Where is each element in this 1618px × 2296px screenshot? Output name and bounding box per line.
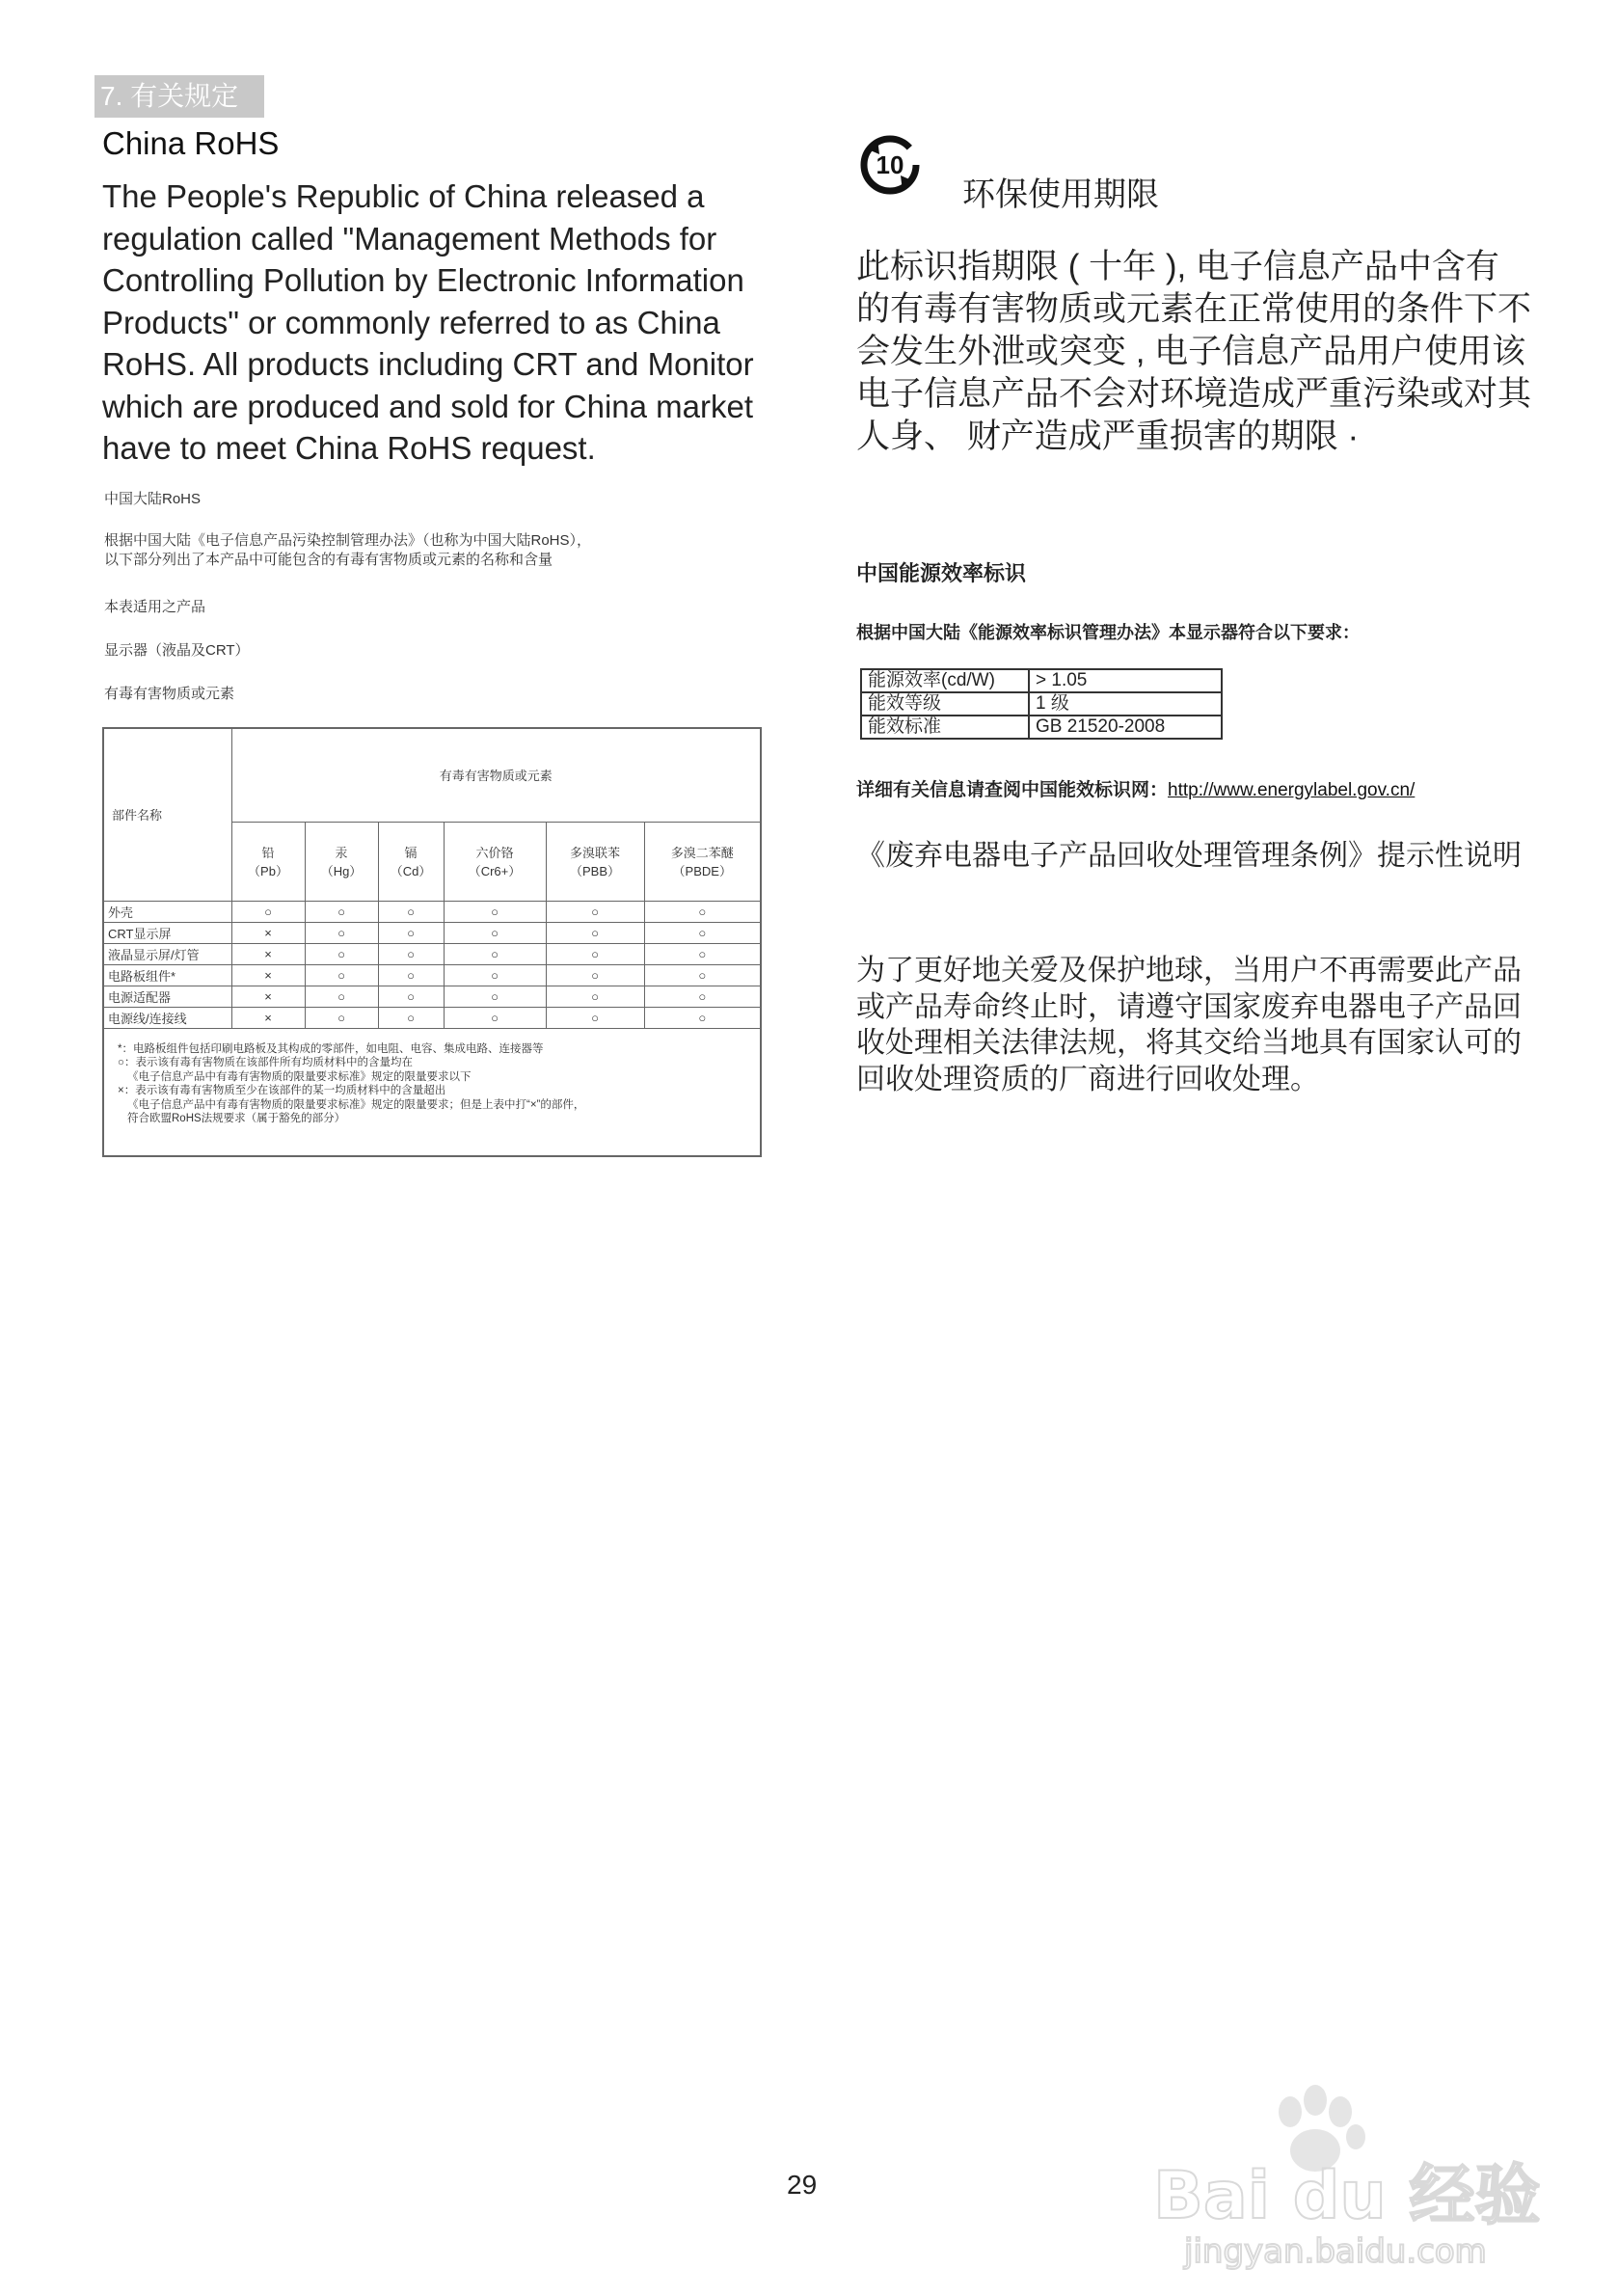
- table-cell: ○: [305, 986, 378, 1007]
- eco-use-period-title: 环保使用期限: [962, 176, 1159, 213]
- table-note: *：电路板组件包括印刷电路板及其构成的零部件，如电阻、电容、集成电路、连接器等: [118, 1042, 544, 1055]
- table-cell: ○: [444, 1007, 546, 1028]
- table-note: 《电子信息产品中有毒有害物质的限量要求标准》规定的限量要求；但是上表中打“×”的部件，: [127, 1098, 585, 1111]
- rohs-product: 显示器（液晶及CRT）: [104, 642, 250, 659]
- china-rohs-title: China RoHS: [102, 125, 280, 161]
- table-notes: [104, 1029, 760, 1126]
- table-cell: ○: [444, 964, 546, 986]
- energy-table: [860, 668, 1223, 740]
- table-cell: ×: [231, 1007, 305, 1028]
- rohs-substances-heading: 有毒有害物质或元素: [104, 686, 235, 702]
- table-cell: ×: [231, 922, 305, 943]
- row-part: 电源线/连接线: [104, 1007, 231, 1028]
- col-header-hg: 汞 （Hg）: [305, 822, 378, 901]
- col-header-pb: 铅 （Pb）: [231, 822, 305, 901]
- waste-regulation-paragraph: 为了更好地关爱及保护地球，当用户不再需要此产品或产品寿命终止时，请遵守国家废弃电器电子产品回收处理相关法律法规，将其交给当地具有国家认可的回收处理资质的厂商进行回收处理。: [856, 955, 1522, 1095]
- table-cell: ○: [546, 964, 644, 986]
- table-cell: ○: [546, 943, 644, 964]
- table-row: [104, 943, 760, 964]
- part-name-header: 部件名称: [104, 729, 231, 901]
- table-cell: ○: [378, 901, 444, 922]
- row-part: 外壳: [104, 901, 231, 922]
- table-row: [104, 1007, 760, 1028]
- page-number: 29: [787, 2170, 818, 2200]
- table-cell: ○: [546, 901, 644, 922]
- table-cell: ○: [644, 901, 760, 922]
- waste-regulation-title: 《废弃电器电子产品回收处理管理条例》提示性说明: [856, 840, 1522, 872]
- energy-label-cell: 能效等级: [861, 692, 1029, 716]
- energy-label-link[interactable]: http://www.energylabel.gov.cn/: [1168, 780, 1416, 800]
- table-cell: ○: [305, 943, 378, 964]
- table-cell: ○: [444, 986, 546, 1007]
- table-cell: ○: [378, 922, 444, 943]
- table-cell: ○: [305, 964, 378, 986]
- eco-use-period-paragraph: 此标识指期限 ( 十年 ), 电子信息产品中含有的有毒有害物质或元素在正常使用的条件下不会发生外泄或突变 , 电子信息产品用户使用该电子信息产品不会对环境造成严重污染或对其人身、 财产造成严重损害的期限 ·: [856, 248, 1532, 455]
- table-row: [104, 901, 760, 922]
- col-header-pbb: 多溴联苯 （PBB）: [546, 822, 644, 901]
- energy-label-title: 中国能源效率标识: [856, 561, 1027, 585]
- table-cell: ○: [546, 986, 644, 1007]
- svg-text:Bai du 经验: Bai du 经验: [1153, 2158, 1541, 2234]
- table-cell: ○: [644, 964, 760, 986]
- substances-header: 有毒有害物质或元素: [231, 729, 760, 822]
- table-cell: ○: [378, 1007, 444, 1028]
- table-row: [104, 922, 760, 943]
- table-cell: ○: [444, 901, 546, 922]
- table-cell: ○: [378, 986, 444, 1007]
- table-cell: ○: [644, 943, 760, 964]
- energy-value-cell: GB 21520-2008: [1029, 716, 1222, 739]
- row-part: 电路板组件*: [104, 964, 231, 986]
- table-cell: ○: [305, 922, 378, 943]
- energy-value-cell: > 1.05: [1029, 669, 1222, 692]
- table-cell: ○: [644, 986, 760, 1007]
- col-header-pbde: 多溴二苯醚 （PBDE）: [644, 822, 760, 901]
- rohs-doc-para-2: 以下部分列出了本产品中可能包含的有毒有害物质或元素的名称和含量: [104, 552, 553, 568]
- energy-label-subtitle: 根据中国大陆《能源效率标识管理办法》本显示器符合以下要求：: [856, 623, 1360, 642]
- table-row: [104, 986, 760, 1007]
- table-cell: ○: [546, 1007, 644, 1028]
- table-row: [861, 716, 1222, 739]
- table-note: ×：表示该有毒有害物质至少在该部件的某一均质材料中的含量超出: [118, 1085, 446, 1096]
- table-cell: ○: [644, 1007, 760, 1028]
- energy-info-line: [856, 775, 1415, 801]
- table-cell: ×: [231, 943, 305, 964]
- table-cell: ○: [444, 943, 546, 964]
- baidu-watermark: [1146, 2073, 1560, 2276]
- table-cell: ○: [378, 964, 444, 986]
- energy-label-cell: 能效标准: [861, 716, 1029, 739]
- table-note: ○：表示该有毒有害物质在该部件所有均质材料中的含量均在: [118, 1057, 413, 1068]
- rohs-doc-title: 中国大陆RoHS: [104, 491, 202, 507]
- table-cell: ○: [444, 922, 546, 943]
- row-part: 电源适配器: [104, 986, 231, 1007]
- table-note: 符合欧盟RoHS法规要求（属于豁免的部分）: [127, 1113, 346, 1124]
- col-header-cd: 镉 （Cd）: [378, 822, 444, 901]
- rohs-applies-to: 本表适用之产品: [104, 599, 206, 615]
- ten-year-eco-icon: [858, 133, 922, 197]
- rohs-substance-table: [102, 727, 762, 1157]
- table-cell: ×: [231, 964, 305, 986]
- table-cell: ×: [231, 986, 305, 1007]
- table-row: [861, 669, 1222, 692]
- table-cell: ○: [644, 922, 760, 943]
- section-header: 7. 有关规定: [94, 75, 264, 118]
- energy-link-prefix: 详细有关信息请查阅中国能效标识网：: [856, 780, 1169, 800]
- china-rohs-intro: The People's Republic of China released a regulation called "Management Methods for Controlling Pollution by Electronic Information Products" or commonly referred to as China RoHS. All products including CRT and Monitor which are produced and sold for China market have to meet China RoHS request.: [102, 178, 754, 466]
- table-cell: ○: [546, 922, 644, 943]
- table-cell: ○: [305, 901, 378, 922]
- row-part: 液晶显示屏/灯管: [104, 943, 231, 964]
- energy-label-cell: 能源效率(cd/W): [861, 669, 1029, 692]
- energy-value-cell: 1 级: [1029, 692, 1222, 716]
- table-note: 《电子信息产品中有毒有害物质的限量要求标准》规定的限量要求以下: [127, 1070, 472, 1083]
- svg-text:10: 10: [876, 150, 904, 179]
- svg-text:jingyan.baidu.com: jingyan.baidu.com: [1184, 2232, 1487, 2271]
- col-header-cr6: 六价铬 （Cr6+）: [444, 822, 546, 901]
- row-part: CRT显示屏: [104, 922, 231, 943]
- rohs-doc-para-1: 根据中国大陆《电子信息产品污染控制管理办法》（也称为中国大陆RoHS），: [104, 532, 592, 549]
- table-row: [861, 692, 1222, 716]
- table-cell: ○: [305, 1007, 378, 1028]
- table-cell: ○: [231, 901, 305, 922]
- table-cell: ○: [378, 943, 444, 964]
- table-row: [104, 964, 760, 986]
